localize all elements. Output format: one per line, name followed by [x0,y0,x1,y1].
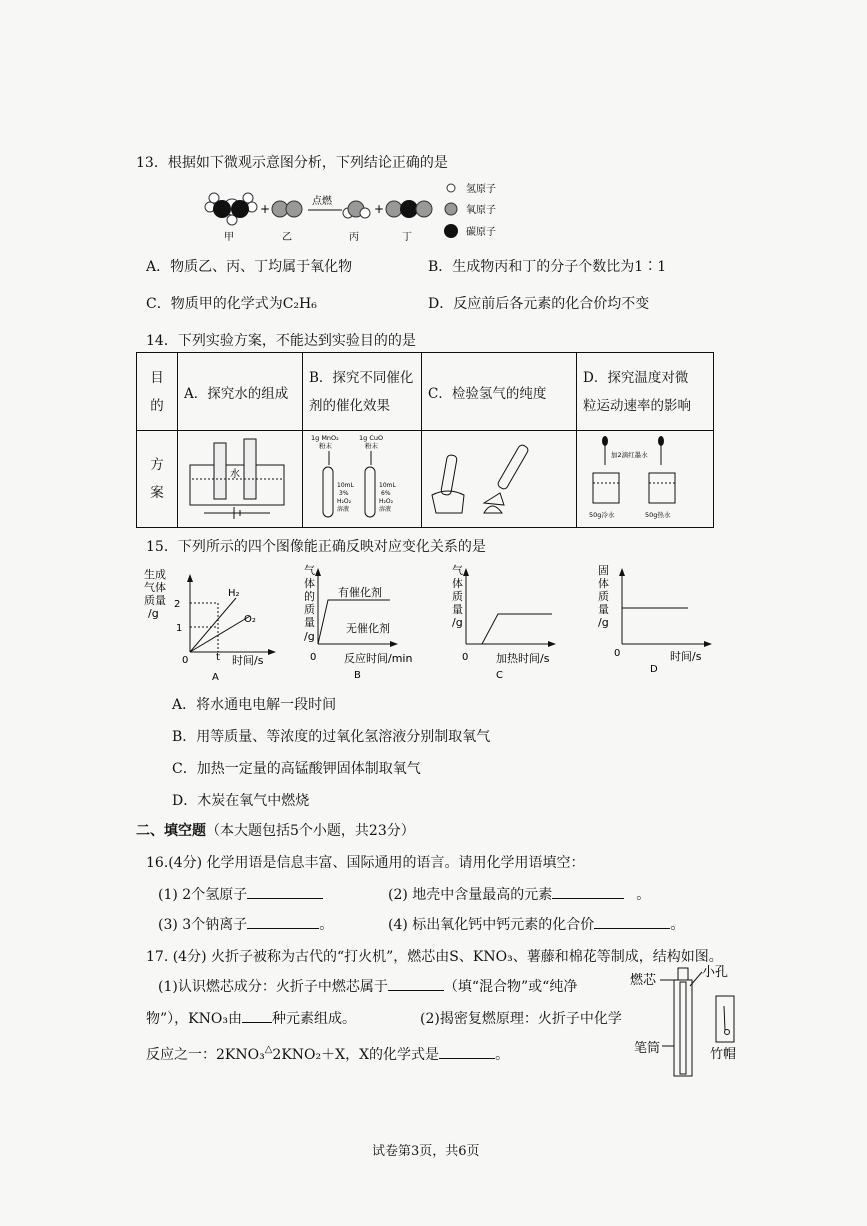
svg-text:0: 0 [310,652,317,663]
svg-text:体: 体 [598,577,609,590]
answer-blank[interactable] [242,1008,272,1023]
legend-o: 氧原子 [466,205,496,216]
svg-text:C: C [496,670,503,681]
hydrogen-purity-test-icon [428,433,558,521]
label-tube: 笔筒 [634,1041,661,1056]
q16-item-1: (1) 2个氢原子 [158,884,323,904]
catalyst-test-tubes-icon [309,431,409,523]
temperature-diffusion-icon [583,431,707,523]
svg-text:50g冷水: 50g冷水 [589,511,615,519]
svg-text:粉末: 粉末 [365,442,378,450]
q13-option-c: C．物质甲的化学式为C₂H₆ [146,296,317,312]
row-head-scheme: 方 案 [137,431,178,528]
q17-stem: 17. (4分) 火折子被称为古代的“打火机”，燃芯由S、KNO₃、薯藤和棉花等制成，结构如图。 [146,949,723,965]
scheme-a-figure [178,431,303,528]
svg-text:量: 量 [598,603,609,616]
q13-option-a: A．物质乙、丙、丁均属于氧化物 [146,259,353,275]
answer-blank[interactable] [439,1044,495,1059]
molecule-ding [386,200,432,218]
svg-text:H₂: H₂ [228,588,240,599]
electrolysis-apparatus-icon [184,433,288,521]
scheme-d-figure [577,431,714,528]
svg-text:1: 1 [176,623,183,634]
molecule-bing [343,201,370,218]
svg-text:0: 0 [462,652,469,663]
section-note: （本大题包括5个小题，共23分） [206,823,415,839]
q15-option-c: C．加热一定量的高锰酸钾固体制取氧气 [172,761,421,777]
purpose-c: C．检验氢气的纯度 [422,353,577,431]
svg-text:6%: 6% [381,490,391,497]
svg-text:O₂: O₂ [244,614,256,625]
svg-text:H₂O₂: H₂O₂ [337,498,352,505]
svg-text:气: 气 [452,564,463,577]
svg-text:/g: /g [304,630,315,643]
svg-text:2: 2 [174,599,181,610]
svg-text:0: 0 [614,648,621,659]
svg-text:的: 的 [304,590,315,603]
svg-text:H₂O₂: H₂O₂ [379,498,394,505]
svg-text:A: A [212,672,219,683]
purpose-d: D．探究温度对微 粒运动速率的影响 [577,353,714,431]
svg-text:时间/s: 时间/s [670,650,702,663]
svg-text:时间/s: 时间/s [232,654,264,667]
q15-option-a: A．将水通电电解一段时间 [172,697,337,713]
q16-item-2: (2) 地壳中含量最高的元素 。 [388,884,650,904]
svg-text:/g: /g [452,616,463,629]
svg-text:质量: 质量 [144,594,166,607]
row-head-purpose: 目 的 [137,353,178,431]
scheme-c-figure [422,431,577,528]
label-ding: 丁 [402,232,412,243]
answer-blank[interactable] [247,914,319,929]
label-bing: 丙 [349,232,359,243]
svg-text:体: 体 [304,577,315,590]
q13-option-b: B．生成物丙和丁的分子个数比为1∶1 [428,259,667,275]
q16-item-3: (3) 3个钠离子 。 [158,914,333,934]
q14-table [136,352,714,528]
svg-text:无催化剂: 无催化剂 [346,622,390,635]
label-wick: 燃芯 [630,973,657,988]
svg-text:/g: /g [148,607,159,620]
scheme-b-figure [303,431,422,528]
svg-text:反应时间/min: 反应时间/min [344,652,413,665]
svg-text:气体: 气体 [144,581,166,594]
svg-text:+: + [260,202,271,216]
q17-line-2c: (2)揭密复燃原理：火折子中化学 [420,1011,622,1027]
answer-blank[interactable] [552,884,624,899]
answer-blank[interactable] [247,884,323,899]
label-jia: 甲 [224,232,234,243]
molecule-yi [272,201,302,217]
q17-line-1: (1)认识燃芯成分：火折子中燃芯属于 （填“混合物”或“纯净 [158,976,577,996]
q15-option-b: B．用等质量、等浓度的过氧化氢溶液分别制取氧气 [172,729,491,745]
svg-text:0: 0 [182,655,189,666]
svg-text:加热时间/s: 加热时间/s [496,652,550,665]
svg-text:1g MnO₂: 1g MnO₂ [311,434,339,442]
svg-text:/g: /g [598,616,609,629]
answer-blank[interactable] [388,976,444,991]
section-2-heading [136,820,415,840]
section-title: 二、填空题 [136,823,206,839]
svg-text:B: B [354,670,361,681]
svg-text:体: 体 [452,577,463,590]
svg-text:量: 量 [452,603,463,616]
svg-text:t: t [216,652,220,663]
legend-c: 碳原子 [466,227,496,238]
svg-text:质: 质 [304,603,315,616]
svg-text:1g CuO: 1g CuO [359,434,384,442]
legend-h: 氢原子 [466,184,496,195]
purpose-a: A．探究水的组成 [178,353,303,431]
svg-text:+: + [374,202,385,216]
q13-option-d: D．反应前后各元素的化合价均不变 [428,296,650,312]
answer-blank[interactable] [594,914,670,929]
svg-text:质: 质 [598,590,609,603]
svg-text:10mL: 10mL [379,482,396,489]
q13-molecule-diagram [196,180,616,250]
svg-text:溶液: 溶液 [379,506,392,513]
svg-text:溶液: 溶液 [337,506,350,513]
svg-text:量: 量 [304,616,315,629]
svg-text:水: 水 [230,469,240,480]
svg-text:D: D [650,664,658,675]
fire-starter-figure [628,962,748,1082]
svg-text:有催化剂: 有催化剂 [338,586,382,599]
q16-item-4: (4) 标出氧化钙中钙元素的化合价 。 [388,914,684,934]
svg-text:质: 质 [452,590,463,603]
q17-line-3: 反应之一：2KNO₃△2KNO₂＋X，X的化学式是 。 [146,1044,510,1063]
label-cap: 竹帽 [710,1047,737,1062]
svg-text:3%: 3% [339,490,349,497]
graph-b [304,563,412,681]
svg-text:粉末: 粉末 [319,442,332,450]
q15-stem: 15．下列所示的四个图像能正确反映对应变化关系的是 [146,539,486,555]
svg-text:气: 气 [304,564,315,577]
page-footer: 试卷第3页，共6页 [372,1144,480,1159]
svg-text:10mL: 10mL [337,482,354,489]
q16-stem: 16.(4分) 化学用语是信息丰富、国际通用的语言。请用化学用语填空： [146,855,585,871]
q13-stem: 13．根据如下微观示意图分析，下列结论正确的是 [136,155,448,171]
purpose-b: B．探究不同催化 剂的催化效果 [303,353,422,431]
q15-graphs [140,560,720,685]
label-yi: 乙 [282,232,292,243]
svg-text:加2滴红墨水: 加2滴红墨水 [611,451,648,459]
reaction-condition: 点燃 [312,196,332,207]
graph-c [452,563,556,681]
svg-text:50g热水: 50g热水 [645,511,671,519]
q14-stem: 14．下列实验方案，不能达到实验目的的是 [146,333,416,349]
molecule-jia [205,193,257,225]
graph-d [598,564,712,675]
label-hole: 小孔 [702,965,729,980]
q17-line-2: 物”），KNO₃由 种元素组成。 [146,1008,356,1028]
graph-a [144,567,276,683]
svg-text:固: 固 [598,564,609,577]
svg-text:生成: 生成 [144,568,166,581]
q15-option-d: D．木炭在氧气中燃烧 [172,793,310,809]
